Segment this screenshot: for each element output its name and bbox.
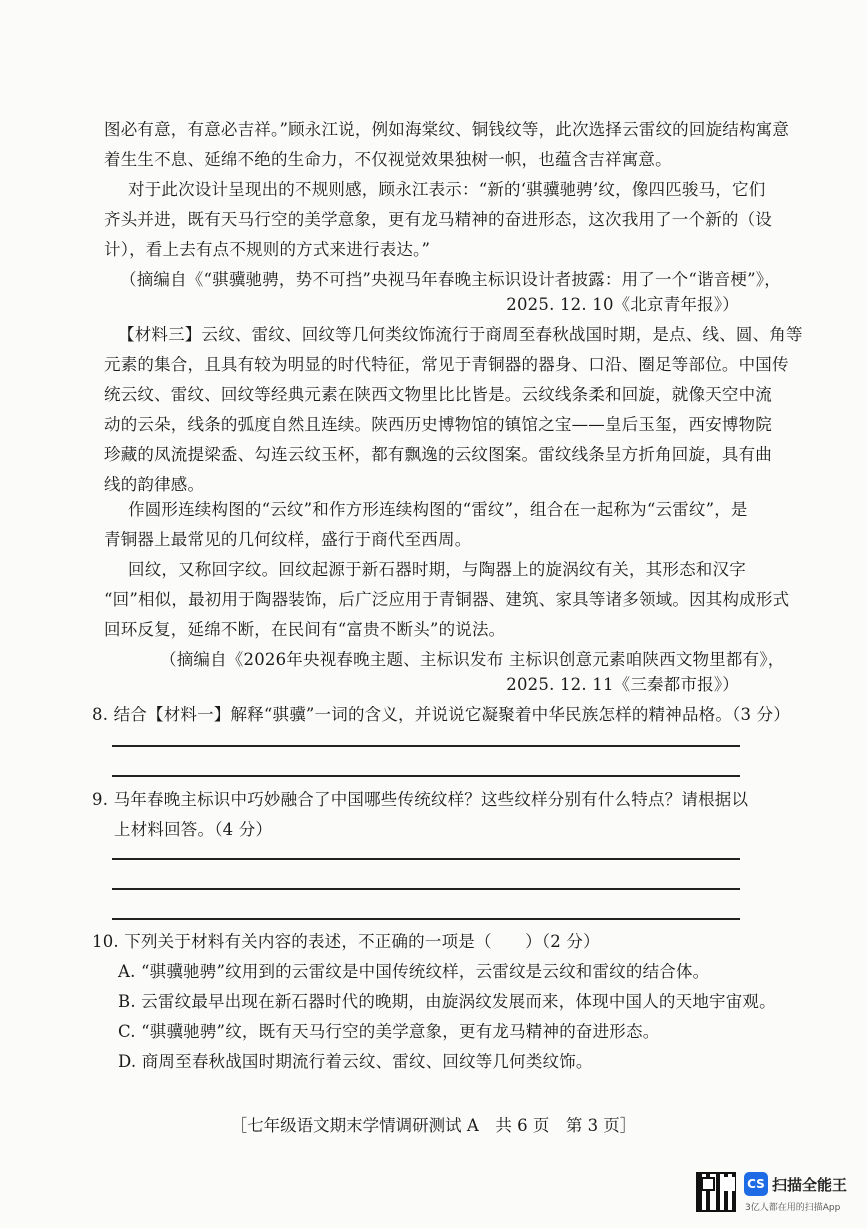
source-date: 2025. 12. 10《北京青年报》）	[506, 295, 739, 314]
text-line: 动的云朵，线条的弧度自然且连续。陕西历史博物馆的镇馆之宝——皇后玉玺，西安博物院	[104, 415, 772, 434]
answer-line[interactable]	[112, 775, 740, 777]
text-line: 对于此次设计呈现出的不规则感，顾永江表示：“新的‘骐骥驰骋’纹，像四匹骏马，它们	[128, 180, 766, 199]
source-date: 2025. 12. 11《三秦都市报》）	[506, 675, 739, 694]
source-citation: （摘编自《2026年央视春晚主题、主标识发布 主标识创意元素咱陕西文物里都有》，	[160, 650, 785, 669]
answer-line[interactable]	[112, 858, 740, 860]
text-line: 回纹，又称回字纹。回纹起源于新石器时期，与陶器上的旋涡纹有关，其形态和汉字	[128, 560, 746, 579]
question-8: 8. 结合【材料一】解释“骐骥”一词的含义，并说说它凝聚着中华民族怎样的精神品格。（3 分）	[92, 705, 791, 724]
camscanner-name: 扫描全能王	[772, 1176, 848, 1194]
text-line: 线的韵律感。	[104, 475, 205, 494]
text-line: 作圆形连续构图的“云纹”和作方形连续构图的“雷纹”，组合在一起称为“云雷纹”，是	[128, 500, 748, 519]
qr-code-icon	[696, 1172, 736, 1212]
text-line: 珍藏的凤流提梁盉、勾连云纹玉杯，都有飘逸的云纹图案。雷纹线条呈方折角回旋，具有曲	[104, 445, 772, 464]
page-footer: ［七年级语文期末学情调研测试 A 共 6 页 第 3 页］	[230, 1116, 637, 1135]
option-d[interactable]: D. 商周至春秋战国时期流行着云纹、雷纹、回纹等几何类纹饰。	[118, 1052, 593, 1071]
text-line: 齐头并进，既有天马行空的美学意象，更有龙马精神的奋进形态，这次我用了一个新的（设	[104, 210, 772, 229]
text-line: 青铜器上最常见的几何纹样，盛行于商代至西周。	[104, 530, 472, 549]
text-line: 图必有意，有意必吉祥。”顾永江说，例如海棠纹、铜钱纹等，此次选择云雷纹的回旋结构寓意	[104, 120, 790, 139]
answer-line[interactable]	[112, 745, 740, 747]
option-c[interactable]: C. “骐骥驰骋”纹，既有天马行空的美学意象，更有龙马精神的奋进形态。	[118, 1022, 660, 1041]
text-line: 计），看上去有点不规则的方式来进行表达。”	[104, 240, 431, 259]
answer-line[interactable]	[112, 918, 740, 920]
text-line: “回”相似，最初用于陶器装饰，后广泛应用于青铜器、建筑、家具等诸多领域。因其构成形式	[104, 590, 790, 609]
text-line: 回环反复，延绵不断，在民间有“富贵不断头”的说法。	[104, 620, 506, 639]
text-line: 元素的集合，且具有较为明显的时代特征，常见于青铜器的器身、口沿、圈足等部位。中国传	[104, 355, 789, 374]
option-b[interactable]: B. 云雷纹最早出现在新石器时代的晚期，由旋涡纹发展而来，体现中国人的天地宇宙观。	[118, 992, 776, 1011]
source-citation: （摘编自《“骐骥驰骋，势不可挡”央视马年春晚主标识设计者披露：用了一个“谐音梗”》，	[120, 270, 781, 289]
answer-line[interactable]	[112, 888, 740, 890]
question-9-cont: 上材料回答。（4 分）	[114, 820, 273, 839]
camscanner-logo: CS	[744, 1172, 768, 1196]
text-line: 统云纹、雷纹、回纹等经典元素在陕西文物里比比皆是。云纹线条柔和回旋，就像天空中流	[104, 385, 772, 404]
option-a[interactable]: A. “骐骥驰骋”纹用到的云雷纹是中国传统纹样，云雷纹是云纹和雷纹的结合体。	[118, 962, 710, 981]
question-10: 10. 下列关于材料有关内容的表述，不正确的一项是（ ）（2 分）	[92, 932, 600, 951]
material-three-heading: 【材料三】云纹、雷纹、回纹等几何类纹饰流行于商周至春秋战国时期，是点、线、圆、角等	[118, 325, 803, 344]
question-9: 9. 马年春晚主标识中巧妙融合了中国哪些传统纹样？这些纹样分别有什么特点？请根据以	[92, 790, 749, 809]
camscanner-tagline: 3亿人都在用的扫描App	[745, 1203, 841, 1213]
text-line: 着生生不息、延绵不绝的生命力，不仅视觉效果独树一帜，也蕴含吉祥寓意。	[104, 150, 672, 169]
